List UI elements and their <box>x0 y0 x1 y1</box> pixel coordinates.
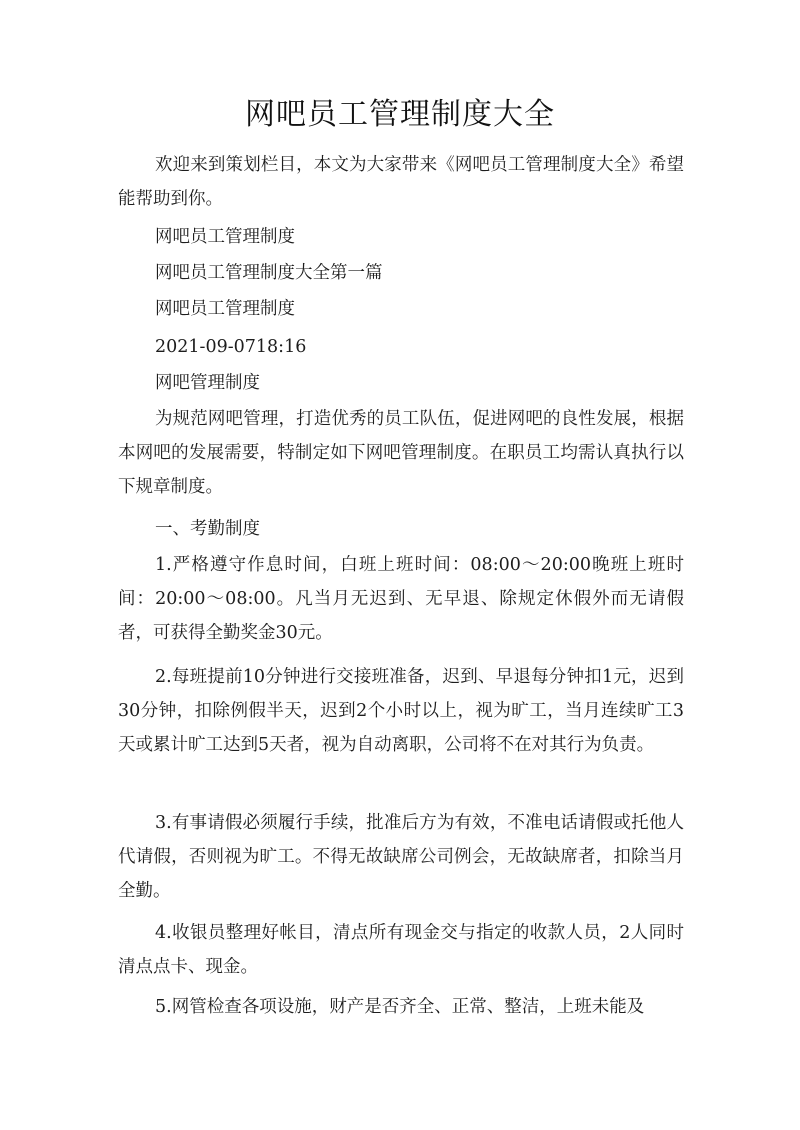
intro-paragraph: 欢迎来到策划栏目，本文为大家带来《网吧员工管理制度大全》希望能帮助到你。 <box>118 155 684 209</box>
date-line: 2021-09-0718:16 <box>155 337 307 357</box>
heading-line: 网吧员工管理制度 <box>155 227 295 247</box>
rule-paragraph: 4.收银员整理好帐目，清点所有现金交与指定的收款人员，2人同时清点点卡、现金。 <box>118 923 684 977</box>
rule-paragraph: 1.严格遵守作息时间，白班上班时间：08:00～20:00晚班上班时间：20:00～08:00。凡当月无迟到、无早退、除规定休假外而无请假者，可获得全勤奖金30元。 <box>118 555 684 643</box>
rule-paragraph: 3.有事请假必须履行手续，批准后方为有效，不准电话请假或托他人代请假，否则视为旷工。不得无故缺席公司例会，无故缺席者，扣除当月全勤。 <box>118 813 684 901</box>
rule-paragraph: 5.网管检查各项设施，财产是否齐全、正常、整洁，上班未能及 <box>155 997 645 1017</box>
body-paragraph: 为规范网吧管理，打造优秀的员工队伍，促进网吧的良性发展，根据本网吧的发展需要，特制定如下网吧管理制度。在职员工均需认真执行以下规章制度。 <box>118 409 684 497</box>
heading-line: 网吧员工管理制度大全第一篇 <box>155 263 383 283</box>
document-title: 网吧员工管理制度大全 <box>245 97 555 132</box>
heading-line: 网吧员工管理制度 <box>155 299 295 319</box>
section-heading: 一、考勤制度 <box>155 519 260 539</box>
rule-paragraph: 2.每班提前10分钟进行交接班准备，迟到、早退每分钟扣1元，迟到30分钟，扣除例假半天，迟到2个小时以上，视为旷工，当月连续旷工3天或累计旷工达到5天者，视为自动离职，公司将不在对其行为负责。 <box>118 667 684 755</box>
heading-line: 网吧管理制度 <box>155 373 260 393</box>
